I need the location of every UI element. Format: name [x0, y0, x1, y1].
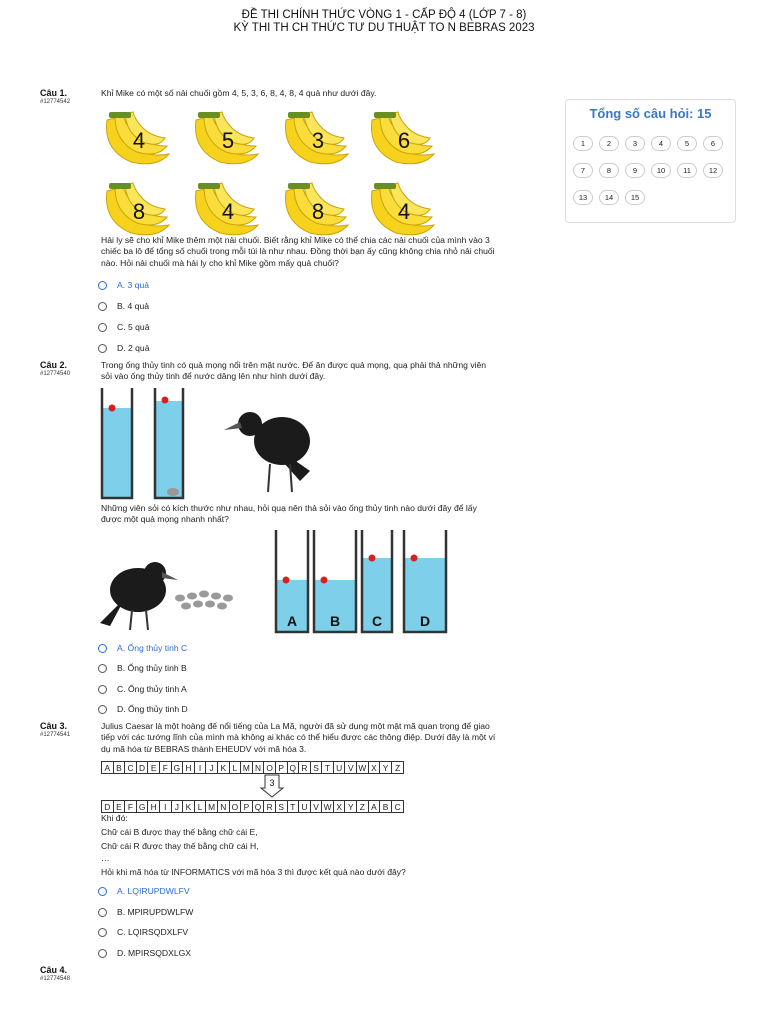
banana-count: 4 [221, 199, 235, 224]
banana-count: 3 [311, 128, 325, 153]
shift-value: 3 [269, 778, 275, 788]
question-nav-10[interactable]: 10 [651, 163, 671, 178]
question-nav-6[interactable]: 6 [703, 136, 723, 151]
question-intro: Khỉ Mike có một số nải chuối gồm 4, 5, 3, 6, 8, 4, 8, 4 quả như dưới đây. [101, 88, 377, 98]
tube-c [362, 530, 392, 632]
letter-cell: I [160, 801, 172, 812]
letter-cell: Q [253, 801, 265, 812]
question-nav-4[interactable]: 4 [651, 136, 671, 151]
letter-cell: H [183, 762, 195, 773]
letter-cell: M [206, 801, 218, 812]
letter-cell: A [102, 762, 114, 773]
pebble-icon [167, 488, 179, 496]
letter-cell: S [311, 762, 323, 773]
example-tubes-figure [100, 386, 350, 502]
question-text: Hải ly sẽ cho khỉ Mike thêm một nải chuối. Biết rằng khỉ Mike có thể chia các nải chuối của mình vào 3 chiếc ba lô để tổng số chuối trong mỗi túi là như nhau. Đồng thời bạn ấy cũng không chia nhỏ nải chuối nào. Hỏi nải chuối mà hải ly cho khỉ Mike gồm mấy quả chuối? [101, 235, 495, 268]
option-b[interactable]: B. 4 quả [98, 299, 149, 313]
letter-cell: C [125, 762, 137, 773]
question-nav-12[interactable]: 12 [703, 163, 723, 178]
question-prompt: Hỏi khi mã hóa từ INFORMATICS với mã hóa 3 thì được kết quả nào dưới đây? [101, 867, 406, 877]
question-text: Julius Caesar là một hoàng đế nổi tiếng của La Mã, người đã sử dụng một mật mã quan trọng để giao tiếp với các tướng lĩnh của mình mà không ai khác có thể hiểu được các thông điệp. Dưới đây là một ví dụ mã hóa từ BEBRAS thành EHEUDV với mã hóa 3. [101, 721, 496, 754]
option-a[interactable]: A. 3 quả [98, 278, 149, 292]
pebbles-icon [175, 591, 233, 610]
letter-cell: H [148, 801, 160, 812]
tube-a [276, 530, 308, 632]
note-1: Khi đó: [101, 813, 128, 823]
exam-header [0, 9, 768, 35]
shift-arrow-icon [260, 774, 284, 798]
letter-cell: G [172, 762, 184, 773]
letter-cell: I [195, 762, 207, 773]
berry-icon [162, 397, 169, 404]
option-c[interactable]: C. Ống thủy tinh A [98, 682, 187, 696]
banana-count: 6 [397, 128, 411, 153]
letter-cell: Z [395, 762, 401, 773]
crow-icon [100, 562, 178, 630]
berry-icon [109, 405, 116, 412]
question-id: #12774542 [40, 99, 71, 105]
letter-cell: T [288, 801, 300, 812]
note-4: … [101, 853, 110, 863]
letter-cell: E [148, 762, 160, 773]
question-3 [40, 721, 500, 963]
letter-cell: A [369, 801, 381, 812]
question-nav-7[interactable]: 7 [573, 163, 593, 178]
letter-cell: J [172, 801, 184, 812]
question-nav-1[interactable]: 1 [573, 136, 593, 151]
tube-label: C [371, 613, 383, 629]
letter-cell: S [276, 801, 288, 812]
letter-cell: N [218, 801, 230, 812]
letter-cell: L [195, 801, 207, 812]
question-id: #12774548 [40, 976, 71, 982]
banana-bunch-icon [190, 110, 262, 168]
letter-cell: D [137, 762, 149, 773]
banana-count: 4 [132, 128, 146, 153]
radio-icon[interactable] [98, 664, 107, 673]
question-label: Câu 3. [40, 721, 68, 731]
question-2 [40, 360, 500, 718]
radio-icon[interactable] [98, 705, 107, 714]
letter-cell: P [276, 762, 288, 773]
letter-cell: F [160, 762, 172, 773]
option-b[interactable]: B. MPIRUPDWLFW [98, 905, 193, 919]
letter-cell: N [253, 762, 265, 773]
cipher-row [101, 800, 404, 813]
letter-cell: K [183, 801, 195, 812]
banana-count: 8 [132, 199, 146, 224]
letter-cell: L [230, 762, 242, 773]
tube-d [404, 530, 446, 632]
letter-cell: E [114, 801, 126, 812]
question-nav-5[interactable]: 5 [677, 136, 697, 151]
banana-count: 8 [311, 199, 325, 224]
letter-cell: O [264, 762, 276, 773]
berry-icon [411, 555, 418, 562]
question-label: Câu 1. [40, 88, 68, 98]
letter-cell: U [334, 762, 346, 773]
question-nav-11[interactable]: 11 [677, 163, 697, 178]
alphabet-row [101, 761, 404, 774]
banana-bunch-icon [190, 181, 262, 239]
letter-cell: V [311, 801, 323, 812]
berry-icon [369, 555, 376, 562]
option-c[interactable]: C. LQIRSQDXLFV [98, 925, 188, 939]
letter-cell: O [230, 801, 242, 812]
exam-title: ĐỀ THI CHÍNH THỨC VÒNG 1 - CẤP ĐỘ 4 (LỚP 7 - 8) [241, 9, 527, 21]
question-text: Trong ống thủy tinh có quả mọng nổi trên mặt nước. Để ăn được quả mọng, quạ phải thả những viên sỏi vào ống thủy tinh để nước dâng lên như hình dưới đây. [101, 360, 487, 382]
letter-cell: T [322, 762, 334, 773]
question-count-title: Tổng số câu hỏi: 15 [589, 106, 712, 121]
option-a[interactable]: A. Ống thủy tinh C [98, 641, 187, 655]
letter-cell: C [394, 801, 401, 812]
radio-icon[interactable] [98, 908, 107, 917]
tube-label: B [329, 613, 341, 629]
letter-cell: K [218, 762, 230, 773]
radio-icon[interactable] [98, 344, 107, 353]
letter-cell: X [334, 801, 346, 812]
letter-cell: W [357, 762, 369, 773]
berry-icon [283, 577, 290, 584]
banana-bunch-icon [280, 110, 352, 168]
note-3: Chữ cái R được thay thế bằng chữ cái H, [101, 841, 259, 851]
exam-subtitle: KỲ THI TH CH THỨC TƯ DU THUẬT TO N BEBRAS 2023 [233, 22, 535, 34]
radio-icon[interactable] [98, 685, 107, 694]
crow-icon [224, 412, 310, 492]
option-d[interactable]: D. MPIRSQDXLGX [98, 946, 191, 960]
letter-cell: W [322, 801, 334, 812]
question-label: Câu 4. [40, 965, 68, 975]
letter-cell: R [299, 762, 311, 773]
radio-icon[interactable] [98, 887, 107, 896]
letter-cell: Q [288, 762, 300, 773]
banana-bunch-icon [101, 181, 173, 239]
banana-count: 4 [397, 199, 411, 224]
option-b[interactable]: B. Ống thủy tinh B [98, 661, 187, 675]
question-nav-9[interactable]: 9 [625, 163, 645, 178]
letter-cell: Z [357, 801, 369, 812]
radio-icon[interactable] [98, 323, 107, 332]
banana-bunch-icon [101, 110, 173, 168]
berry-icon [321, 577, 328, 584]
question-id: #12774540 [40, 371, 71, 377]
question-4 [40, 965, 500, 995]
banana-bunch-icon [366, 110, 438, 168]
letter-cell: Y [380, 762, 392, 773]
letter-cell: F [125, 801, 137, 812]
letter-cell: Y [345, 801, 357, 812]
letter-cell: D [102, 801, 114, 812]
option-d[interactable]: D. 2 quả [98, 341, 150, 355]
banana-bunch-icon [280, 181, 352, 239]
question-nav-2[interactable]: 2 [599, 136, 619, 151]
note-2: Chữ cái B được thay thế bằng chữ cái E, [101, 827, 258, 837]
radio-icon[interactable] [98, 281, 107, 290]
question-nav-3[interactable]: 3 [625, 136, 645, 151]
letter-cell: R [264, 801, 276, 812]
question-navigator [565, 99, 736, 223]
letter-cell: P [241, 801, 253, 812]
question-nav-14[interactable]: 14 [599, 190, 619, 205]
question-label: Câu 2. [40, 360, 68, 370]
letter-cell: B [380, 801, 392, 812]
radio-icon[interactable] [98, 949, 107, 958]
letter-cell: V [345, 762, 357, 773]
question-1 [40, 88, 500, 356]
question-nav-13[interactable]: 13 [573, 190, 593, 205]
letter-cell: B [114, 762, 126, 773]
question-nav-15[interactable]: 15 [625, 190, 645, 205]
banana-count: 5 [221, 128, 235, 153]
answer-tubes-figure [100, 528, 460, 636]
banana-bunch-icon [366, 181, 438, 239]
tube-b [314, 530, 356, 632]
tube-label: D [419, 613, 431, 629]
radio-icon[interactable] [98, 928, 107, 937]
radio-icon[interactable] [98, 644, 107, 653]
tube-label: A [286, 613, 298, 629]
option-d[interactable]: D. Ống thủy tinh D [98, 702, 188, 716]
question-nav-8[interactable]: 8 [599, 163, 619, 178]
letter-cell: M [241, 762, 253, 773]
letter-cell: J [206, 762, 218, 773]
radio-icon[interactable] [98, 302, 107, 311]
question-text-2: Những viên sỏi có kích thước như nhau, hỏi quạ nên thả sỏi vào ống thủy tinh nào dưới đây để lấy được một quả mọng nhanh nhất? [101, 503, 477, 525]
letter-cell: U [299, 801, 311, 812]
option-a[interactable]: A. LQIRUPDWLFV [98, 884, 190, 898]
letter-cell: G [137, 801, 149, 812]
letter-cell: X [369, 762, 381, 773]
question-id: #12774541 [40, 732, 71, 738]
option-c[interactable]: C. 5 quả [98, 320, 150, 334]
